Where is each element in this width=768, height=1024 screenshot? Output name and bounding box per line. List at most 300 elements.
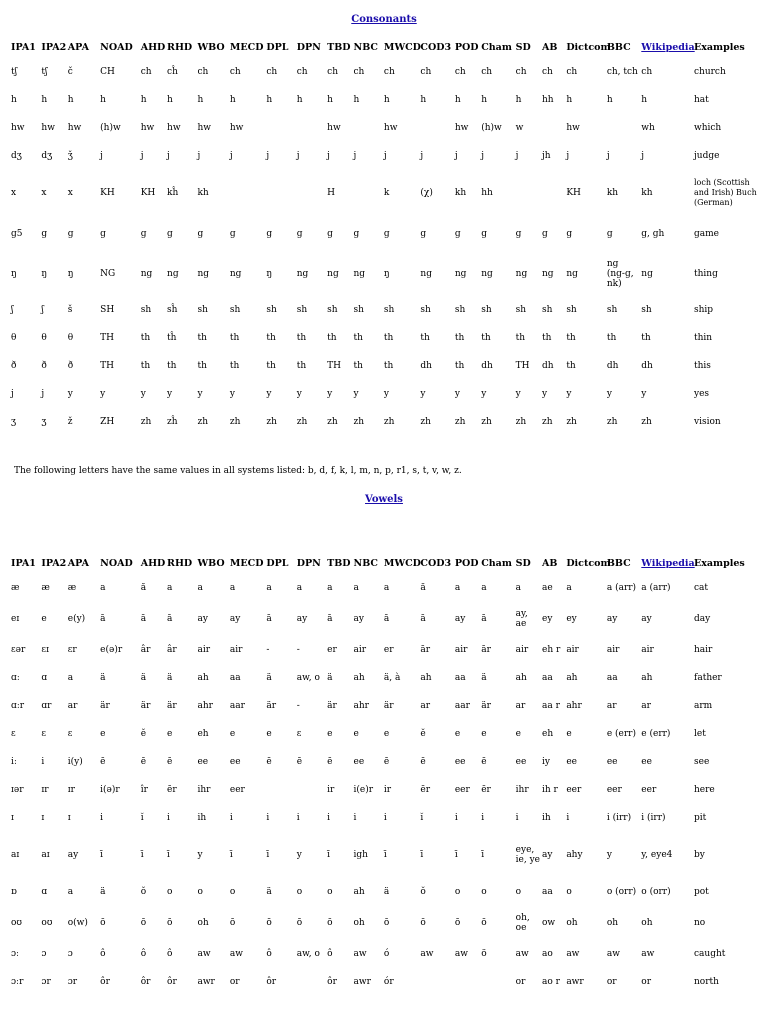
consonant-example-cell: game	[694, 229, 719, 239]
consonant-cell: j	[140, 151, 144, 161]
consonant-header-wbo: WBO	[197, 41, 225, 53]
vowel-cell: ē	[167, 757, 173, 767]
consonant-cell: ch	[566, 67, 578, 77]
consonant-cell: zh	[454, 417, 466, 427]
vowel-cell: ɔr	[41, 977, 51, 987]
consonant-cell: h	[229, 95, 236, 105]
consonant-header-sd: SD	[515, 41, 531, 53]
vowel-cell: ee	[229, 757, 241, 767]
consonant-cell: g	[140, 229, 147, 239]
vowel-cell: a (arr)	[641, 583, 671, 593]
consonant-header-bbc: BBC	[606, 41, 631, 53]
consonant-cell	[515, 170, 541, 216]
consonant-cell: sh	[383, 305, 395, 315]
vowel-cell: e	[454, 729, 461, 739]
vowel-example-cell: cat	[694, 583, 709, 593]
consonant-header-dpl: DPL	[266, 41, 289, 53]
consonant-cell: h	[197, 95, 204, 105]
vowel-cell: air	[606, 645, 620, 655]
vowel-cell: eh r	[542, 645, 561, 655]
vowel-cell: ah	[353, 673, 365, 683]
vowel-example-cell: see	[694, 757, 710, 767]
vowel-cell: ô	[100, 949, 106, 959]
vowel-cell: ô	[327, 949, 333, 959]
consonant-cell: zh	[542, 417, 553, 427]
vowel-cell: ay	[454, 614, 466, 624]
consonant-cell: h	[11, 95, 17, 105]
vowel-cell: ɔr	[67, 977, 78, 987]
consonant-cell	[265, 114, 295, 142]
consonant-cell	[296, 170, 326, 216]
consonant-cell: zh	[420, 417, 431, 427]
vowel-header-rhd: RHD	[167, 557, 193, 569]
consonant-cell: th	[383, 361, 394, 371]
consonant-cell: j	[41, 389, 45, 399]
consonants-heading	[0, 14, 768, 25]
vowel-cell: ō	[454, 918, 461, 928]
vowel-cell: ī	[100, 850, 104, 860]
vowel-cell: ē	[140, 757, 147, 767]
consonant-header-cham: Cham	[481, 41, 512, 53]
vowel-cell: ō	[383, 918, 390, 928]
consonant-cell: g	[454, 229, 461, 239]
consonant-cell: ng	[353, 269, 366, 279]
vowel-cell: a	[100, 583, 106, 593]
vowel-cell: air	[229, 645, 243, 655]
vowels-table	[10, 552, 758, 996]
consonant-cell: g	[327, 229, 333, 239]
consonant-cell: ŋ	[383, 269, 390, 279]
consonant-cell: ð	[11, 361, 17, 371]
vowel-cell: ĕ	[140, 729, 147, 739]
consonant-header-dictcom: Dictcom	[566, 41, 611, 53]
consonant-cell: th	[266, 333, 276, 343]
consonant-header-ahd: AHD	[140, 41, 166, 53]
consonant-cell: g	[266, 229, 273, 239]
vowel-cell: ĭ	[140, 813, 144, 823]
vowel-cell: ĕ	[420, 729, 426, 739]
consonant-header-mecd: MECD	[229, 41, 264, 53]
consonant-cell: kh	[454, 188, 467, 198]
consonant-cell	[419, 114, 453, 142]
vowel-cell: ō	[140, 918, 147, 928]
vowel-cell: ɑ	[41, 887, 48, 897]
vowel-cell: air	[566, 645, 579, 655]
consonant-cell: tʃ	[11, 67, 18, 77]
vowel-cell: a	[353, 583, 359, 593]
vowel-cell: a	[481, 583, 487, 593]
vowel-example-cell: by	[694, 850, 705, 860]
consonant-cell: KH	[140, 188, 156, 198]
consonant-cell: th	[641, 333, 651, 343]
vowel-cell: ih	[542, 813, 551, 823]
vowel-cell: ô	[140, 949, 147, 959]
vowel-cell: e	[100, 729, 106, 739]
consonant-cell: kh	[197, 188, 209, 198]
consonant-cell: g	[229, 229, 236, 239]
consonant-cell: CH	[100, 67, 115, 77]
consonant-cell: hw	[454, 123, 469, 133]
vowel-example-cell: caught	[694, 949, 726, 959]
vowel-cell: ay	[542, 850, 553, 860]
consonant-cell: hw	[140, 123, 155, 133]
consonant-row	[10, 408, 758, 436]
vowel-cell: ay	[641, 614, 652, 624]
vowel-cell: ee	[197, 757, 209, 767]
vowel-header-cod3: COD3	[420, 557, 452, 569]
vowel-cell: ee	[641, 757, 652, 767]
vowel-cell: ao	[542, 949, 553, 959]
consonant-header-mwcd: MWCD	[383, 41, 421, 53]
vowel-row	[10, 602, 758, 636]
consonant-cell: ZH	[100, 417, 115, 427]
consonant-cell: y	[542, 389, 548, 399]
consonant-cell: ŋ	[266, 269, 273, 279]
consonant-cell: h	[606, 95, 613, 105]
consonant-cell: h	[420, 95, 427, 105]
consonant-cell: ch	[383, 67, 395, 77]
vowel-header-dictcom: Dictcom	[566, 557, 611, 569]
vowel-example-cell: arm	[694, 701, 713, 711]
vowel-example-cell: day	[694, 614, 711, 624]
vowel-cell: ay	[606, 614, 618, 624]
consonant-example-cell: vision	[694, 417, 721, 427]
consonant-cell	[296, 114, 326, 142]
consonant-cell: ch	[542, 67, 553, 77]
vowel-cell: air	[515, 645, 529, 655]
consonant-cell: dʒ	[11, 151, 22, 161]
vowel-cell: o	[515, 887, 522, 897]
consonant-cell: g	[515, 229, 522, 239]
vowel-cell: ɛər	[11, 645, 26, 655]
consonant-cell: ch	[296, 67, 308, 77]
consonant-cell: sh	[229, 305, 241, 315]
consonant-cell: y	[100, 389, 106, 399]
consonant-cell: kĥ	[167, 188, 179, 198]
vowel-cell: ar	[606, 701, 617, 711]
vowel-cell: ä	[327, 673, 333, 683]
consonant-header-noad: NOAD	[100, 41, 133, 53]
vowel-cell: o	[327, 887, 333, 897]
consonant-cell: th	[454, 361, 465, 371]
consonant-row	[10, 86, 758, 114]
vowel-cell: oʊ	[11, 918, 22, 928]
consonant-row	[10, 58, 758, 86]
consonant-cell: ʃ	[11, 305, 14, 315]
vowel-cell: er	[383, 645, 394, 655]
vowel-cell: ä	[481, 673, 487, 683]
vowel-cell: eh	[542, 729, 554, 739]
consonant-cell: ng	[167, 269, 179, 279]
consonant-cell: sh	[481, 305, 492, 315]
consonant-cell: sh	[266, 305, 277, 315]
consonant-cell: h	[641, 95, 648, 105]
vowel-cell: ar	[641, 701, 651, 711]
consonant-cell: y	[515, 389, 521, 399]
vowel-cell: air	[454, 645, 468, 655]
vowel-cell: âr	[140, 645, 151, 655]
consonant-cell: g	[296, 229, 303, 239]
vowel-cell: air	[353, 645, 367, 655]
consonant-row	[10, 170, 758, 216]
consonant-cell: g	[353, 229, 360, 239]
vowel-cell: ē	[383, 757, 390, 767]
consonant-cell: h	[566, 95, 573, 105]
vowel-cell: ar	[67, 701, 78, 711]
vowel-cell: eer	[566, 785, 582, 795]
vowel-cell: i	[296, 813, 300, 823]
vowel-cell: är	[383, 701, 394, 711]
consonant-cell: y	[454, 389, 460, 399]
consonant-cell: g	[566, 229, 573, 239]
vowel-cell: y	[197, 850, 203, 860]
consonant-cell: h	[353, 95, 360, 105]
vowel-cell: ā	[420, 614, 426, 624]
consonant-cell: hw	[11, 123, 25, 133]
vowel-cell: aw	[515, 949, 529, 959]
vowel-cell: aɪ	[41, 850, 50, 860]
consonant-cell: ch	[481, 67, 493, 77]
vowel-cell: ō	[167, 918, 173, 928]
vowel-cell: iː	[11, 757, 17, 767]
vowel-cell: i (irr)	[606, 813, 632, 823]
consonant-cell: sh	[296, 305, 308, 315]
consonant-cell: y	[606, 389, 612, 399]
consonant-cell: th	[229, 361, 240, 371]
vowel-cell: ɪr	[41, 785, 49, 795]
consonant-cell: g	[41, 229, 48, 239]
vowel-cell: ī	[383, 850, 387, 860]
consonant-cell: ng	[197, 269, 210, 279]
consonant-cell: h	[41, 95, 48, 105]
vowel-cell: awr	[566, 977, 584, 987]
consonant-cell: zĥ	[167, 417, 178, 427]
consonant-cell: j	[229, 151, 233, 161]
vowel-cell: ɛ	[296, 729, 302, 739]
consonant-cell: j	[606, 151, 610, 161]
vowel-cell: o	[167, 887, 173, 897]
vowel-cell: ŏ	[140, 887, 147, 897]
vowel-cell: ihr	[515, 785, 529, 795]
consonant-cell: h	[100, 95, 106, 105]
consonant-cell: TH	[515, 361, 530, 371]
vowel-cell: ee	[606, 757, 618, 767]
consonant-cell: y	[420, 389, 426, 399]
consonant-cell: j	[167, 151, 170, 161]
consonant-cell: zh	[140, 417, 152, 427]
consonant-cell: ch	[327, 67, 339, 77]
vowel-cell: i(y)	[67, 757, 83, 767]
vowel-cell: o(w)	[67, 918, 88, 928]
consonant-row	[10, 142, 758, 170]
vowel-header-pod: POD	[454, 557, 479, 569]
vowel-header-cham: Cham	[481, 557, 512, 569]
consonant-cell: th	[296, 333, 307, 343]
consonant-cell: zh	[566, 417, 577, 427]
vowel-row	[10, 832, 758, 878]
vowel-cell: a	[266, 583, 272, 593]
vowel-cell: i	[353, 813, 357, 823]
vowel-cell: aw	[641, 949, 655, 959]
vowel-cell: i	[41, 757, 45, 767]
vowel-cell: ā	[266, 614, 272, 624]
vowel-cell: a	[383, 583, 390, 593]
vowel-cell: ɔ	[41, 949, 47, 959]
consonant-cell: g	[167, 229, 173, 239]
consonant-cell: th	[229, 333, 240, 343]
consonant-cell: h	[454, 95, 461, 105]
vowel-cell	[454, 968, 480, 996]
consonant-cell	[229, 170, 265, 216]
vowel-cell: ah	[566, 673, 578, 683]
consonant-cell: TH	[327, 361, 342, 371]
vowel-cell: är	[167, 701, 177, 711]
consonant-cell: y	[229, 389, 235, 399]
consonant-cell: zh	[641, 417, 652, 427]
vowel-cell: ī	[167, 850, 170, 860]
consonant-cell: h	[67, 95, 74, 105]
consonant-cell: j	[566, 151, 570, 161]
consonant-cell: dh	[606, 361, 619, 371]
vowel-cell: i	[327, 813, 331, 823]
vowel-example-cell: pot	[694, 887, 709, 897]
vowel-header-ahd: AHD	[140, 557, 166, 569]
vowel-cell: o	[296, 887, 303, 897]
vowel-row	[10, 748, 758, 776]
consonant-cell: g	[197, 229, 204, 239]
vowel-cell: or	[515, 977, 526, 987]
consonant-cell: sh	[140, 305, 152, 315]
consonant-cell: dh	[420, 361, 432, 371]
vowel-cell: ɪər	[11, 785, 24, 795]
consonant-cell: ng	[481, 269, 493, 279]
vowel-cell: är	[266, 701, 277, 711]
vowel-cell: o	[481, 887, 487, 897]
consonant-example-cell: this	[694, 361, 711, 371]
consonant-cell: y	[266, 389, 272, 399]
vowel-header-mwcd: MWCD	[383, 557, 421, 569]
consonant-cell: h	[167, 95, 173, 105]
consonant-cell: j	[481, 151, 484, 161]
vowel-cell: aa	[542, 887, 553, 897]
consonant-cell: tĥ	[167, 333, 177, 343]
vowel-header-wbo: WBO	[197, 557, 225, 569]
vowel-cell: ɑr	[41, 701, 52, 711]
vowel-row	[10, 574, 758, 602]
vowel-cell: aw	[420, 949, 434, 959]
consonant-cell: th	[420, 333, 430, 343]
consonant-cell: th	[327, 333, 337, 343]
consonant-cell: k	[383, 188, 390, 198]
vowel-cell: o	[454, 887, 461, 897]
vowel-row	[10, 776, 758, 804]
vowel-cell: aw, o	[296, 949, 320, 959]
vowel-example-cell: father	[694, 673, 722, 683]
vowel-cell: e	[167, 729, 173, 739]
vowel-cell: ī	[229, 850, 233, 860]
consonants-heading-link[interactable]: Consonants	[351, 14, 417, 25]
vowel-cell: ee	[566, 757, 577, 767]
vowel-example-cell: let	[694, 729, 706, 739]
vowel-cell: ay, ae	[515, 609, 528, 629]
vowel-cell: ee	[515, 757, 527, 767]
vowel-cell: ɔː	[11, 949, 20, 959]
vowel-cell: är	[100, 701, 110, 711]
consonant-cell: jh	[542, 151, 551, 161]
vowel-cell: ē	[296, 757, 303, 767]
consonant-header-nbc: NBC	[353, 41, 378, 53]
vowel-example-cell: here	[694, 785, 715, 795]
vowel-cell: ah	[353, 887, 365, 897]
vowels-heading-link[interactable]: Vowels	[365, 494, 403, 505]
vowel-cell: ɔ	[67, 949, 73, 959]
consonant-cell: sh	[566, 305, 577, 315]
consonant-cell: th	[542, 333, 552, 343]
consonant-cell: zh	[266, 417, 277, 427]
consonant-cell: j	[296, 151, 300, 161]
consonant-cell: th	[515, 333, 526, 343]
vowel-cell: ɪ	[41, 813, 45, 823]
vowel-cell: ō	[296, 918, 303, 928]
consonant-cell: kh	[641, 188, 653, 198]
vowel-cell: i	[454, 813, 458, 823]
vowel-cell: -	[296, 701, 300, 711]
vowel-cell: ä	[100, 887, 106, 897]
consonant-cell: sh	[515, 305, 527, 315]
consonant-cell: (χ)	[420, 188, 433, 198]
vowel-cell: igh	[353, 850, 368, 860]
vowel-cell: iy	[542, 757, 550, 767]
vowel-cell: or	[229, 977, 240, 987]
vowel-cell: ɑː	[11, 673, 20, 683]
vowel-cell: ô	[167, 949, 173, 959]
consonant-header-wikipedia[interactable]: Wikipedia	[641, 41, 695, 53]
consonant-cell: sh	[197, 305, 208, 315]
consonant-cell: ng	[566, 269, 578, 279]
consonant-cell: zh	[229, 417, 241, 427]
vowel-cell: a	[67, 673, 74, 683]
vowel-cell: aw	[229, 949, 243, 959]
consonant-cell: y	[353, 389, 359, 399]
consonant-cell: y	[383, 389, 390, 399]
vowel-cell: ēr	[420, 785, 431, 795]
consonant-cell: j	[353, 151, 357, 161]
consonant-cell: j	[327, 151, 330, 161]
consonant-cell: ng	[296, 269, 309, 279]
vowel-cell: ay	[197, 614, 208, 624]
consonant-cell: KH	[566, 188, 581, 198]
vowels-heading	[0, 494, 768, 505]
vowel-cell: e(y)	[67, 614, 86, 624]
consonant-example-cell: ship	[694, 305, 714, 315]
vowel-cell: ā	[100, 614, 106, 624]
vowel-cell: e	[383, 729, 390, 739]
consonant-cell: th	[454, 333, 465, 343]
consonant-cell: zh	[606, 417, 618, 427]
consonant-cell: TH	[100, 333, 115, 343]
consonant-cell: h	[383, 95, 390, 105]
consonant-header-rhd: RHD	[167, 41, 193, 53]
consonant-cell	[353, 114, 383, 142]
consonant-cell: ng (ng-g, nk)	[606, 259, 634, 289]
vowel-cell	[480, 968, 514, 996]
vowel-cell: ē	[420, 757, 426, 767]
consonant-cell: hw	[566, 123, 580, 133]
consonant-cell: ð	[41, 361, 47, 371]
vowel-header-wikipedia[interactable]: Wikipedia	[641, 557, 695, 569]
vowel-cell: e	[515, 729, 521, 739]
consonant-row	[10, 296, 758, 324]
